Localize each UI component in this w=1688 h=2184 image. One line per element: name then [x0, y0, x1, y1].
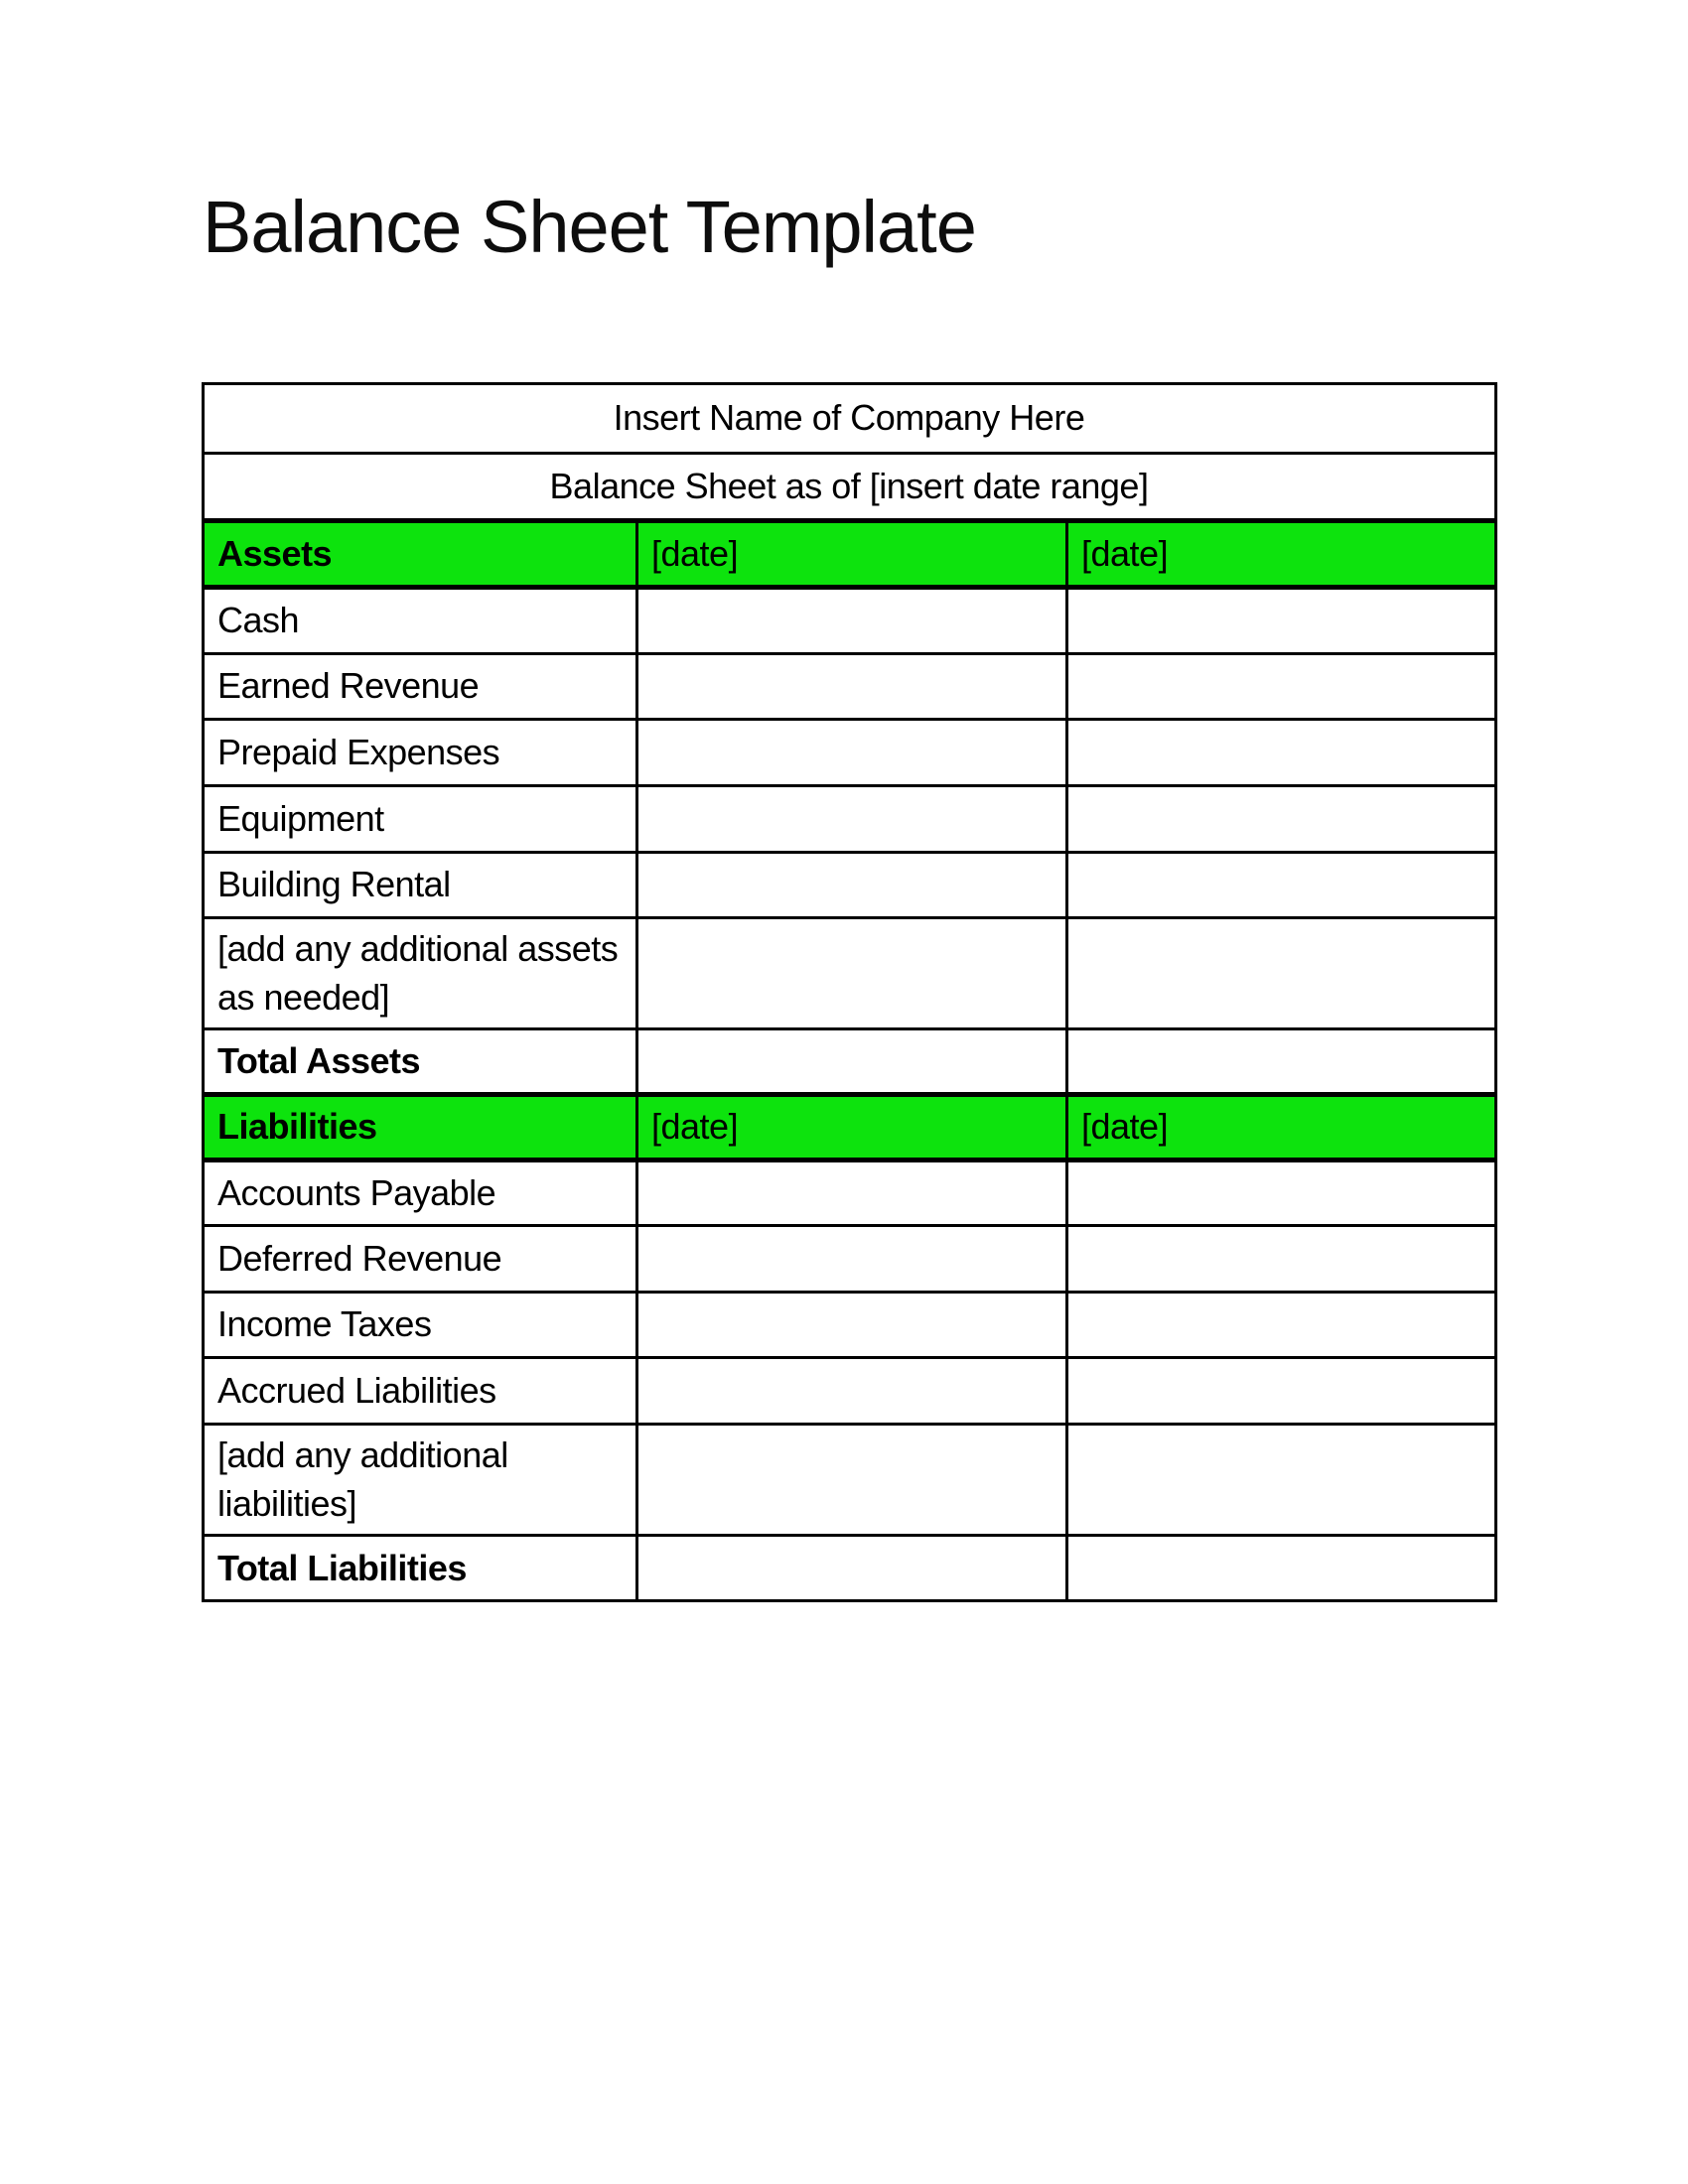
asset-label-building-rental: Building Rental: [204, 853, 637, 918]
assets-header-row: [204, 521, 1496, 588]
value-cell[interactable]: [637, 918, 1067, 1029]
liability-row-accrued-liabilities: [204, 1358, 1496, 1425]
asset-row-additional: [204, 918, 1496, 1029]
value-cell[interactable]: [637, 1358, 1067, 1425]
value-cell[interactable]: [637, 654, 1067, 720]
company-name-row: [204, 384, 1496, 454]
value-cell[interactable]: [637, 1536, 1067, 1601]
value-cell[interactable]: [637, 720, 1067, 786]
assets-section-label: Assets: [204, 521, 637, 588]
value-cell[interactable]: [1067, 918, 1496, 1029]
value-cell[interactable]: [1067, 1293, 1496, 1358]
total-liabilities-row: [204, 1536, 1496, 1601]
value-cell[interactable]: [1067, 654, 1496, 720]
balance-sheet-table: [202, 382, 1497, 1602]
asset-row-earned-revenue: [204, 654, 1496, 720]
assets-date-column-2[interactable]: [date]: [1067, 521, 1496, 588]
sheet-subtitle-cell[interactable]: Balance Sheet as of [insert date range]: [204, 454, 1496, 521]
liabilities-section-label: Liabilities: [204, 1095, 637, 1160]
value-cell[interactable]: [637, 853, 1067, 918]
value-cell[interactable]: [637, 1226, 1067, 1293]
asset-label-additional[interactable]: [add any additional assets as needed]: [204, 918, 637, 1029]
value-cell[interactable]: [1067, 1160, 1496, 1226]
value-cell[interactable]: [1067, 786, 1496, 853]
asset-label-earned-revenue: Earned Revenue: [204, 654, 637, 720]
page-title: Balance Sheet Template: [203, 186, 976, 268]
value-cell[interactable]: [637, 588, 1067, 654]
value-cell[interactable]: [637, 1029, 1067, 1095]
value-cell[interactable]: [637, 1293, 1067, 1358]
liability-row-income-taxes: [204, 1293, 1496, 1358]
liability-label-accounts-payable: Accounts Payable: [204, 1160, 637, 1226]
liability-row-additional: [204, 1425, 1496, 1536]
asset-label-equipment: Equipment: [204, 786, 637, 853]
asset-row-equipment: [204, 786, 1496, 853]
liabilities-date-column-2[interactable]: [date]: [1067, 1095, 1496, 1160]
value-cell[interactable]: [1067, 588, 1496, 654]
liability-label-additional[interactable]: [add any additional liabilities]: [204, 1425, 637, 1536]
asset-label-prepaid-expenses: Prepaid Expenses: [204, 720, 637, 786]
liability-label-accrued-liabilities: Accrued Liabilities: [204, 1358, 637, 1425]
asset-row-cash: [204, 588, 1496, 654]
value-cell[interactable]: [637, 1425, 1067, 1536]
assets-date-column-1[interactable]: [date]: [637, 521, 1067, 588]
liability-row-accounts-payable: [204, 1160, 1496, 1226]
liability-label-income-taxes: Income Taxes: [204, 1293, 637, 1358]
asset-label-cash: Cash: [204, 588, 637, 654]
value-cell[interactable]: [1067, 1536, 1496, 1601]
value-cell[interactable]: [1067, 1029, 1496, 1095]
liabilities-date-column-1[interactable]: [date]: [637, 1095, 1067, 1160]
value-cell[interactable]: [1067, 1226, 1496, 1293]
value-cell[interactable]: [637, 786, 1067, 853]
asset-row-building-rental: [204, 853, 1496, 918]
liability-label-deferred-revenue: Deferred Revenue: [204, 1226, 637, 1293]
total-liabilities-label: Total Liabilities: [204, 1536, 637, 1601]
value-cell[interactable]: [1067, 720, 1496, 786]
total-assets-label: Total Assets: [204, 1029, 637, 1095]
total-assets-row: [204, 1029, 1496, 1095]
value-cell[interactable]: [637, 1160, 1067, 1226]
asset-row-prepaid-expenses: [204, 720, 1496, 786]
company-name-cell[interactable]: Insert Name of Company Here: [204, 384, 1496, 454]
value-cell[interactable]: [1067, 853, 1496, 918]
liability-row-deferred-revenue: [204, 1226, 1496, 1293]
value-cell[interactable]: [1067, 1425, 1496, 1536]
sheet-subtitle-row: [204, 454, 1496, 521]
liabilities-header-row: [204, 1095, 1496, 1160]
value-cell[interactable]: [1067, 1358, 1496, 1425]
